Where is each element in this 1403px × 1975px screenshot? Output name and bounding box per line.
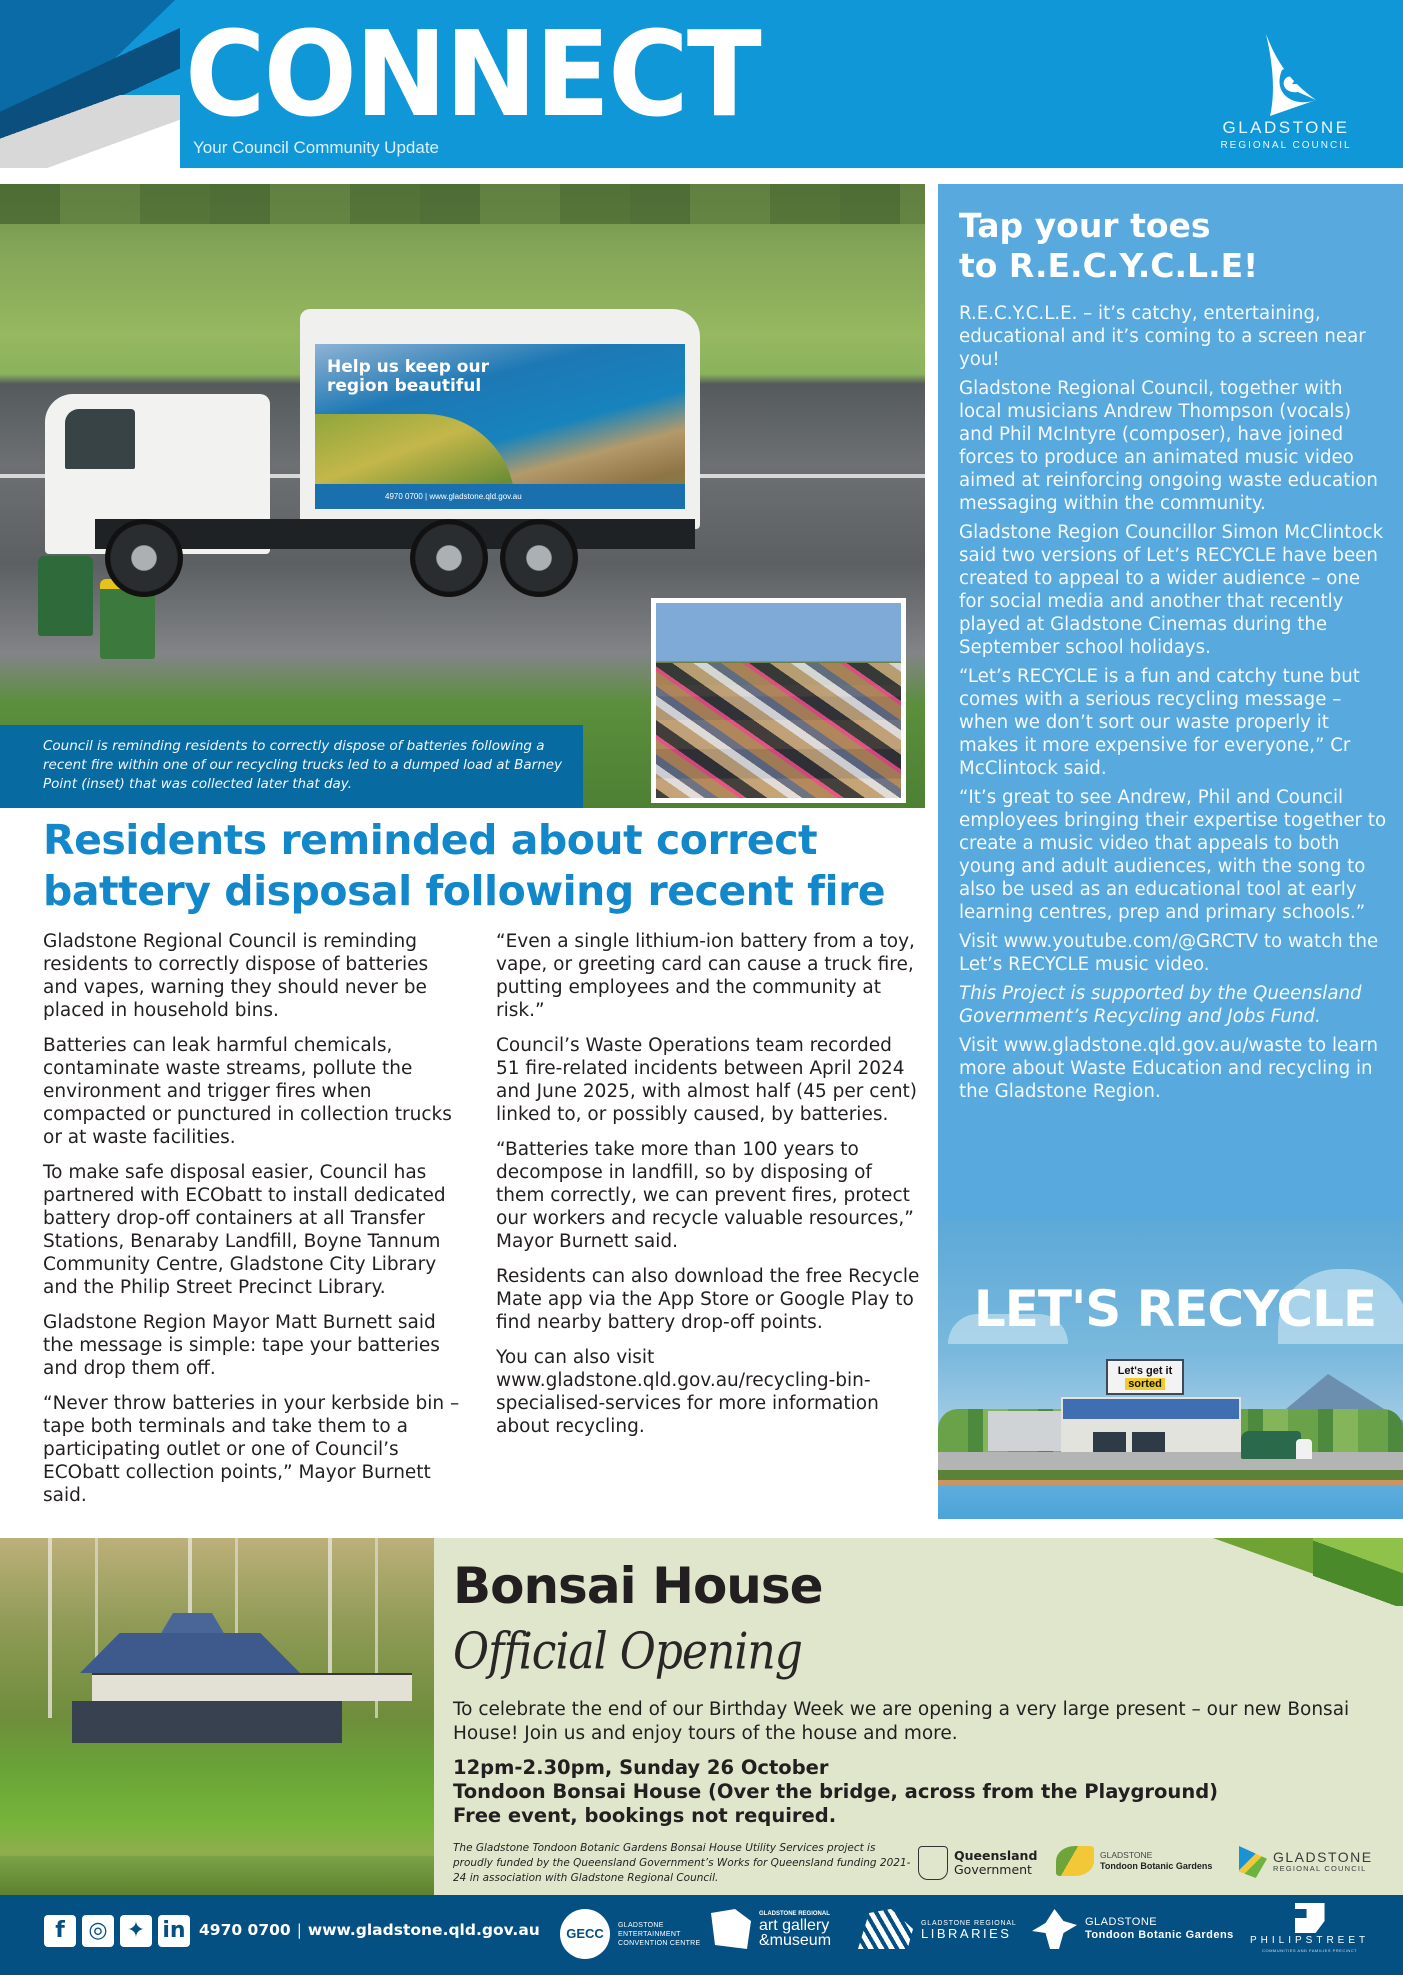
inset-photo-dumped-load <box>651 598 906 803</box>
sidebar-paragraph: Gladstone Region Councillor Simon McClintock said two versions of Let’s RECYCLE have been created to appeal to a wider audience – one for social media and another that recently played at Gladstone Cinemas during the September school holidays. <box>959 522 1384 658</box>
article-paragraph: “Batteries take more than 100 years to decompose in landfill, so by disposing of them correctly, we can prevent fires, protect our workers and recycle valuable resources,” Mayor Burnett said. <box>496 1139 914 1252</box>
masthead <box>0 0 1403 170</box>
dumped-waste-pile <box>656 663 901 803</box>
event-location: Tondoon Bonsai House (Over the bridge, across from the Playground) <box>453 1780 1219 1803</box>
event-script-title: Official Opening <box>453 1622 802 1681</box>
footer-phone[interactable]: 4970 0700 <box>199 1921 291 1939</box>
event-details <box>453 1756 1383 1828</box>
gecc-globe-icon: GECC <box>560 1909 610 1959</box>
caption-text: Council is reminding residents to correctly dispose of batteries following a recent fire within one of our recycling trucks led to a dumped load at Barney Point (inset) that was collected later that day. <box>43 738 563 792</box>
gallery-mark-icon <box>711 1909 751 1949</box>
event-cost: Free event, bookings not required. <box>453 1804 837 1827</box>
gladstone-sail-logo-icon <box>1239 1846 1267 1878</box>
queensland-crest-icon <box>918 1846 948 1880</box>
philip-street-logo[interactable]: PHILIPSTREET COMMUNITIES AND FAMILIES PRECINCT <box>1250 1903 1369 1953</box>
photo-caption <box>0 725 583 808</box>
tondoon-botanic-gardens-logo: GLADSTONE Tondoon Botanic Gardens <box>1056 1846 1212 1876</box>
libraries-logo[interactable]: GLADSTONE REGIONAL LIBRARIES <box>858 1909 1017 1949</box>
truck-window <box>65 409 135 469</box>
bonsai-house-base <box>72 1701 342 1743</box>
banner-contact: 4970 0700 | www.gladstone.qld.gov.au <box>315 484 685 509</box>
queensland-government-logo: Queensland Government <box>918 1846 1037 1880</box>
masthead-shape <box>0 95 180 170</box>
bonsai-event-panel <box>434 1538 1403 1895</box>
philip-street-mark-icon <box>1295 1903 1325 1933</box>
newsletter-title: CONNECT <box>185 5 760 143</box>
article-paragraph: Gladstone Region Mayor Matt Burnett said the message is simple: tape your batteries and drop them off. <box>43 1312 440 1379</box>
roller-door <box>1132 1432 1165 1452</box>
recycling-truck <box>45 309 700 609</box>
photo-trees <box>0 184 925 224</box>
sidebar-paragraph: Gladstone Regional Council, together with local musicians Andrew Thompson (vocals) and Phil McIntyre (composer), have joined forces to produce an animated music video aimed at reinforcing ongoing waste education messaging within the community. <box>959 378 1378 514</box>
building-annex <box>988 1411 1063 1451</box>
green-corner-shape <box>1313 1538 1403 1606</box>
article-paragraph-link[interactable]: You can also visit www.gladstone.qld.gov.au/recycling-bin-specialised-services for more information about recycling. <box>496 1347 879 1437</box>
roller-door <box>1093 1432 1126 1452</box>
hero-photo-recycling-truck <box>0 184 925 808</box>
botanic-leaf-icon <box>1032 1909 1077 1949</box>
billboard: Let's get it sorted <box>1106 1359 1184 1395</box>
council-logo[interactable] <box>1206 30 1366 158</box>
newsletter-subtitle: Your Council Community Update <box>193 138 439 157</box>
sidebar-body <box>959 302 1389 1109</box>
article-paragraph: Council’s Waste Operations team recorded 51 fire-related incidents between April 2024 and June 2025, with almost half (45 per cent) linked to, or possibly caused, by batteries. <box>496 1035 918 1125</box>
logo-name: GLADSTONE <box>1222 118 1350 137</box>
masthead-divider <box>0 168 1403 182</box>
building-blue-band <box>1063 1399 1239 1419</box>
event-intro: To celebrate the end of our Birthday Week we are opening a very large present – our new Bonsai House! Join us and enjoy tours of the house and more. <box>453 1699 1350 1744</box>
article-column-left <box>43 930 468 1519</box>
logo-subname: REGIONAL COUNCIL <box>1220 140 1352 151</box>
footer-contact: 4970 0700 | www.gladstone.qld.gov.au <box>199 1921 540 1939</box>
article-paragraph: Residents can also download the free Recycle Mate app via the App Store or Google Play to find nearby battery drop-off points. <box>496 1266 920 1333</box>
twitter-icon[interactable]: ✦ <box>120 1915 152 1947</box>
recycle-sidebar <box>938 184 1403 1519</box>
article-headline: Residents reminded about correct battery disposal following recent fire <box>43 816 886 915</box>
bonsai-house-photo <box>0 1538 434 1895</box>
truck-chassis <box>95 519 695 549</box>
banner-headline: Help us keep our region beautiful <box>327 357 489 396</box>
video-title: LET'S RECYCLE <box>973 1280 1377 1338</box>
sidebar-paragraph: “It’s great to see Andrew, Phil and Council employees bringing their expertise together to create a music video that appeals to both young and adult audiences, with the song to also be used as an educational tool at early learning centres, prep and primary schools.” <box>959 787 1387 923</box>
lagoon-water <box>0 1856 434 1895</box>
sidebar-title: Tap your toes to R.E.C.Y.C.L.E! <box>959 206 1259 285</box>
lets-recycle-video-still[interactable] <box>938 1219 1403 1519</box>
sidebar-funding-note: This Project is supported by the Queensland Government’s Recycling and Jobs Fund. <box>959 983 1362 1027</box>
grass-strip <box>938 1470 1403 1480</box>
article-paragraph: “Even a single lithium-ion battery from a toy, vape, or greeting card can cause a truck fire, putting employees and the community at risk.” <box>496 931 915 1021</box>
tondoon-botanic-gardens-footer-logo[interactable]: GLADSTONE Tondoon Botanic Gardens <box>1032 1909 1234 1949</box>
gladstone-sail-logo-icon <box>1206 30 1366 118</box>
funding-note: The Gladstone Tondoon Botanic Gardens Bonsai House Utility Services project is proudly funded by the Queensland Government’s Works for Queensland funding 2021-24 in association with Gladstone Regional Council. <box>453 1842 911 1884</box>
article-paragraph: To make safe disposal easier, Council has partnered with ECObatt to install dedicated battery drop-off containers at all Transfer Stations, Benaraby Landfill, Boyne Tannum Community Centre, Gladstone City Library and the Philip Street Precinct Library. <box>43 1162 446 1298</box>
footer <box>0 1895 1403 1975</box>
open-book-icon <box>858 1909 913 1949</box>
truck-wheel <box>410 519 488 597</box>
bonsai-house-wall <box>92 1673 412 1701</box>
botanic-leaf-icon <box>1056 1846 1094 1876</box>
sidebar-waste-link[interactable]: Visit www.gladstone.qld.gov.au/waste to learn more about Waste Education and recycling in the Gladstone Region. <box>959 1035 1379 1102</box>
linkedin-icon[interactable]: in <box>158 1915 190 1947</box>
article-column-right <box>496 930 921 1450</box>
sidebar-paragraph: R.E.C.Y.C.L.E. – it’s catchy, entertaining, educational and it’s coming to a screen near you! <box>959 303 1366 370</box>
article-paragraph: “Never throw batteries in your kerbside bin – tape both terminals and take them to a participating outlet or one of Council’s ECObatt collection points,” Mayor Burnett said. <box>43 1393 460 1506</box>
article-paragraph: Batteries can leak harmful chemicals, contaminate waste streams, pollute the environment and trigger fires when compacted or punctured in collection trucks or at waste facilities. <box>43 1035 452 1148</box>
sidebar-paragraph: “Let’s RECYCLE is a fun and catchy tune but comes with a serious recycling message – when we don’t sort our waste properly it makes it more expensive for everyone,” Cr McClintock said. <box>959 666 1360 779</box>
instagram-icon[interactable]: ◎ <box>82 1915 114 1947</box>
event-time: 12pm-2.30pm, Sunday 26 October <box>453 1756 829 1779</box>
water <box>938 1485 1403 1519</box>
event-title: Bonsai House <box>453 1557 823 1615</box>
road <box>938 1452 1403 1470</box>
sidebar-youtube-link[interactable]: Visit www.youtube.com/@GRCTV to watch the Let’s RECYCLE music video. <box>959 931 1379 975</box>
article-paragraph: Gladstone Regional Council is reminding residents to correctly dispose of batteries and vapes, warning they should never be placed in household bins. <box>43 931 429 1021</box>
gladstone-regional-council-logo: GLADSTONE REGIONAL COUNCIL <box>1239 1846 1373 1878</box>
truck-wheel <box>500 519 578 597</box>
social-links <box>44 1915 190 1947</box>
gecc-logo[interactable]: GECC GLADSTONE ENTERTAINMENT CONVENTION CENTRE <box>560 1909 701 1959</box>
footer-website-link[interactable]: www.gladstone.qld.gov.au <box>307 1921 540 1939</box>
recycling-truck-icon <box>1241 1431 1301 1459</box>
art-gallery-museum-logo[interactable]: GLADSTONE REGIONAL art gallery &museum <box>711 1909 831 1949</box>
truck-cab <box>1296 1439 1312 1459</box>
truck-wheel <box>105 519 183 597</box>
truck-banner <box>315 344 685 509</box>
facebook-icon[interactable]: f <box>44 1915 76 1947</box>
